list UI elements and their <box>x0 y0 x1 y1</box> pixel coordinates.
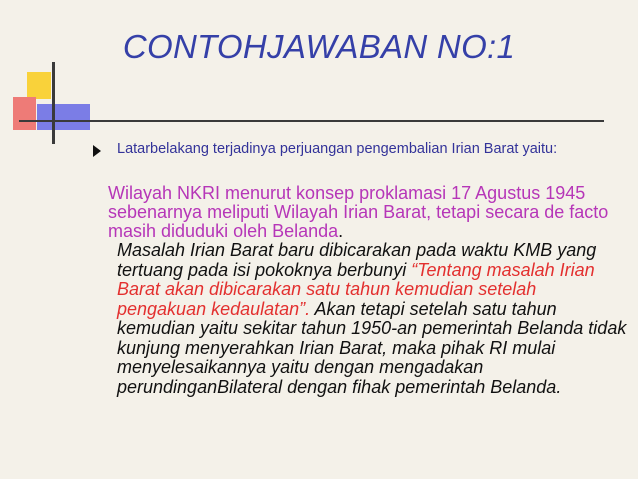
black-text-1: Masalah Irian Barat baru dibicarakan pada waktu KMB yang tertuang pada isi pokoknya berbunyi <box>117 240 597 280</box>
red-quote: “Tentang masalah Irian Barat akan dibicarakan satu tahun kemudian setelah pengakuan kedaulatan”. <box>117 259 595 319</box>
triangle-bullet-icon <box>93 145 101 157</box>
pink-period: . <box>338 221 344 241</box>
black-text-2: Akan tetapi setelah satu tahun kemudian yaitu sekitar tahun 1950-an pemerintah Belanda tidak kunjung menyerahkan Irian Barat, maka pihak RI mulai menyelesaikannya yaitu dengan mengadakan perundinganBilateral dengan fihak pemerintah Belanda. <box>117 298 627 397</box>
pink-text: Wilayah NKRI menurut konsep proklamasi 17 Agustus 1945 sebenarnya meliputi Wilayah Irian Barat, tetapi secara de facto masih diduduki oleh Belanda <box>108 183 609 241</box>
black-paragraph <box>117 241 627 397</box>
slide-title: CONTOHJAWABAN NO:1 <box>122 28 516 65</box>
title-divider-line <box>19 120 604 122</box>
decor-vertical-line <box>52 62 55 144</box>
bullet-text: Latarbelakang terjadinya perjuangan pengembalian Irian Barat yaitu: <box>117 141 558 157</box>
decor-red-square <box>13 97 36 130</box>
decor-yellow-square <box>27 72 51 99</box>
decor-blue-square <box>37 104 90 130</box>
pink-paragraph <box>108 184 628 241</box>
